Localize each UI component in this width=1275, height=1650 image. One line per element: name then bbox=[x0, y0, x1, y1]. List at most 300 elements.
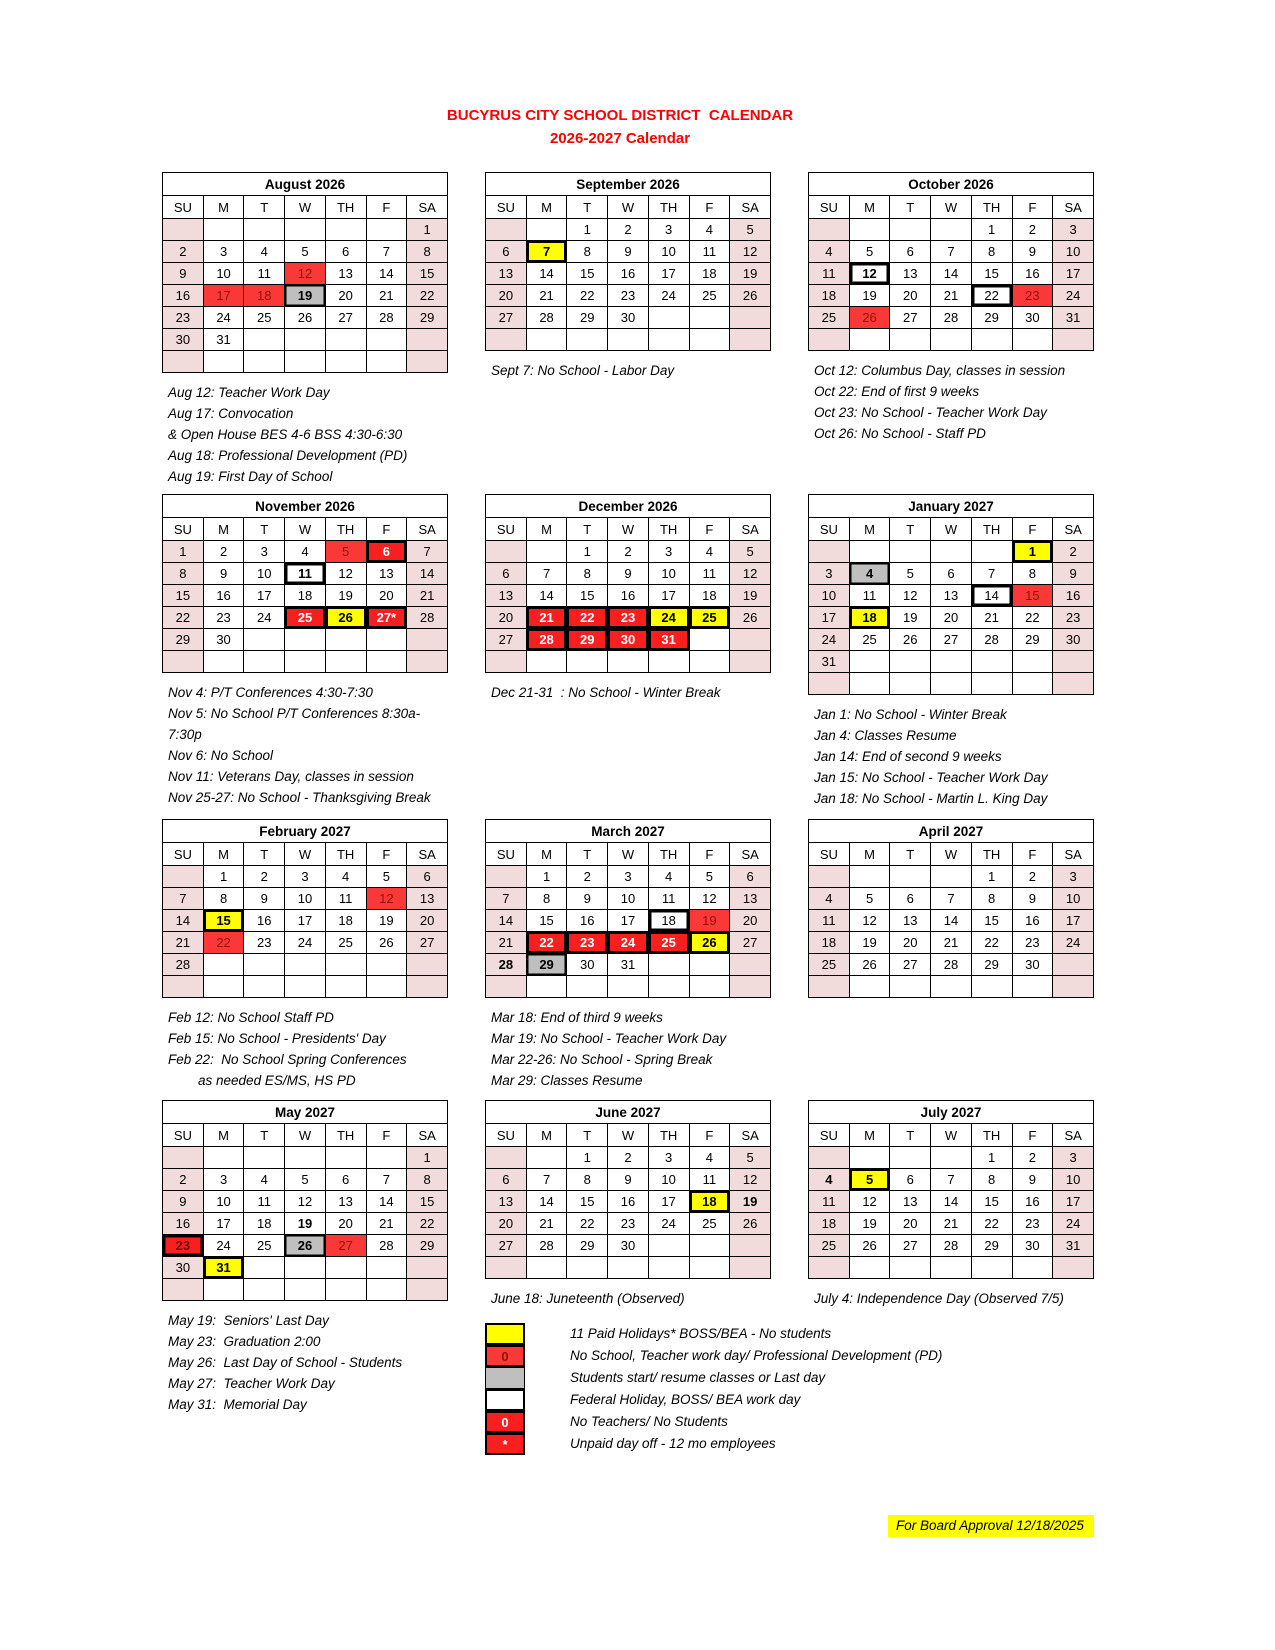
day-cell: 24 bbox=[285, 932, 326, 954]
empty-day-cell bbox=[931, 1147, 972, 1169]
week-row bbox=[163, 1169, 448, 1191]
day-cell: 22 bbox=[526, 932, 567, 954]
day-cell: 18 bbox=[809, 932, 850, 954]
week-row bbox=[809, 307, 1094, 329]
day-header-cell: F bbox=[1012, 518, 1053, 541]
day-cell: 18 bbox=[849, 607, 890, 629]
day-cell: 13 bbox=[407, 888, 448, 910]
empty-day-cell bbox=[890, 673, 931, 695]
day-cell: 3 bbox=[608, 866, 649, 888]
week-row bbox=[163, 219, 448, 241]
empty-day-cell bbox=[244, 976, 285, 998]
day-header-cell: TH bbox=[325, 196, 366, 219]
empty-day-cell bbox=[366, 351, 407, 373]
week-row bbox=[163, 866, 448, 888]
week-row bbox=[486, 263, 771, 285]
empty-day-cell bbox=[890, 329, 931, 351]
empty-day-cell bbox=[1012, 673, 1053, 695]
empty-day-cell bbox=[407, 1279, 448, 1301]
day-cell: 8 bbox=[971, 888, 1012, 910]
day-cell: 4 bbox=[285, 541, 326, 563]
day-cell: 12 bbox=[849, 263, 890, 285]
empty-day-cell bbox=[730, 651, 771, 673]
week-row bbox=[809, 932, 1094, 954]
week-row bbox=[486, 329, 771, 351]
week-row bbox=[163, 285, 448, 307]
empty-day-cell bbox=[890, 651, 931, 673]
day-cell: 1 bbox=[526, 866, 567, 888]
month-note: Feb 12: No School Staff PD bbox=[168, 1010, 334, 1025]
day-cell: 12 bbox=[366, 888, 407, 910]
legend-row bbox=[485, 1345, 943, 1367]
day-cell: 23 bbox=[567, 932, 608, 954]
day-cell: 2 bbox=[163, 1169, 204, 1191]
empty-day-cell bbox=[325, 351, 366, 373]
day-cell: 16 bbox=[608, 263, 649, 285]
day-header-row bbox=[486, 518, 771, 541]
day-cell: 15 bbox=[567, 1191, 608, 1213]
day-header-cell: M bbox=[526, 196, 567, 219]
day-cell: 20 bbox=[931, 607, 972, 629]
legend-row bbox=[485, 1323, 832, 1345]
empty-day-cell bbox=[325, 651, 366, 673]
week-row bbox=[486, 910, 771, 932]
day-cell: 25 bbox=[689, 607, 730, 629]
empty-day-cell bbox=[244, 351, 285, 373]
month-slot-october bbox=[808, 172, 1094, 444]
empty-day-cell bbox=[203, 1147, 244, 1169]
empty-day-cell bbox=[163, 866, 204, 888]
day-header-row bbox=[809, 196, 1094, 219]
empty-day-cell bbox=[366, 1279, 407, 1301]
empty-day-cell bbox=[730, 307, 771, 329]
day-cell: 6 bbox=[890, 241, 931, 263]
week-row bbox=[486, 307, 771, 329]
day-cell: 5 bbox=[730, 1147, 771, 1169]
day-cell: 1 bbox=[407, 1147, 448, 1169]
empty-day-cell bbox=[809, 329, 850, 351]
week-row bbox=[163, 607, 448, 629]
empty-day-cell bbox=[203, 976, 244, 998]
day-cell: 7 bbox=[526, 1169, 567, 1191]
day-cell: 16 bbox=[1012, 910, 1053, 932]
day-header-cell: W bbox=[608, 1124, 649, 1147]
empty-day-cell bbox=[931, 1257, 972, 1279]
month-note: Mar 19: No School - Teacher Work Day bbox=[491, 1031, 727, 1046]
day-cell: 6 bbox=[325, 1169, 366, 1191]
day-cell: 20 bbox=[890, 932, 931, 954]
day-cell: 30 bbox=[163, 1257, 204, 1279]
calendar-band-2 bbox=[162, 494, 1275, 819]
day-cell: 23 bbox=[203, 607, 244, 629]
day-cell: 7 bbox=[931, 241, 972, 263]
day-header-cell: SU bbox=[163, 196, 204, 219]
empty-day-cell bbox=[689, 329, 730, 351]
day-cell: 14 bbox=[526, 263, 567, 285]
day-cell: 3 bbox=[1053, 219, 1094, 241]
week-row bbox=[809, 1169, 1094, 1191]
empty-day-cell bbox=[648, 1257, 689, 1279]
day-header-cell: SU bbox=[163, 518, 204, 541]
month-title-row bbox=[163, 173, 448, 196]
empty-day-cell bbox=[244, 219, 285, 241]
empty-day-cell bbox=[648, 329, 689, 351]
day-cell: 13 bbox=[325, 263, 366, 285]
day-cell: 31 bbox=[1053, 1235, 1094, 1257]
empty-day-cell bbox=[325, 1279, 366, 1301]
month-notes-june-2027 bbox=[485, 1288, 771, 1309]
week-row bbox=[486, 866, 771, 888]
empty-day-cell bbox=[486, 866, 527, 888]
day-cell: 29 bbox=[407, 1235, 448, 1257]
day-header-cell: SU bbox=[486, 843, 527, 866]
day-cell: 12 bbox=[285, 1191, 326, 1213]
day-cell: 24 bbox=[244, 607, 285, 629]
empty-day-cell bbox=[890, 541, 931, 563]
legend-swatch-rw: * bbox=[485, 1433, 525, 1455]
month-slot-february bbox=[162, 819, 448, 1091]
day-cell: 5 bbox=[285, 241, 326, 263]
empty-day-cell bbox=[407, 954, 448, 976]
day-cell: 28 bbox=[526, 307, 567, 329]
empty-day-cell bbox=[809, 219, 850, 241]
day-cell: 23 bbox=[163, 1235, 204, 1257]
month-note: as needed ES/MS, HS PD bbox=[168, 1073, 356, 1088]
day-cell: 18 bbox=[809, 285, 850, 307]
empty-day-cell bbox=[689, 954, 730, 976]
day-header-cell: SA bbox=[1053, 1124, 1094, 1147]
day-cell: 10 bbox=[648, 563, 689, 585]
day-header-cell: SU bbox=[163, 843, 204, 866]
empty-day-cell bbox=[730, 954, 771, 976]
day-cell: 20 bbox=[486, 1213, 527, 1235]
day-cell: 3 bbox=[1053, 1147, 1094, 1169]
month-note: May 19: Seniors' Last Day bbox=[168, 1313, 329, 1328]
day-header-cell: M bbox=[849, 518, 890, 541]
day-cell: 15 bbox=[971, 910, 1012, 932]
day-cell: 14 bbox=[486, 910, 527, 932]
week-row bbox=[486, 241, 771, 263]
day-header-cell: M bbox=[203, 518, 244, 541]
empty-day-cell bbox=[1012, 1257, 1053, 1279]
empty-day-cell bbox=[608, 1257, 649, 1279]
month-notes-november-2026 bbox=[162, 682, 448, 808]
day-cell: 4 bbox=[809, 1169, 850, 1191]
day-cell: 7 bbox=[971, 563, 1012, 585]
empty-day-cell bbox=[244, 329, 285, 351]
empty-day-cell bbox=[809, 1257, 850, 1279]
day-cell: 25 bbox=[244, 307, 285, 329]
empty-day-cell bbox=[285, 1257, 326, 1279]
day-cell: 8 bbox=[567, 241, 608, 263]
month-note: Nov 5: No School P/T Conferences 8:30a-7:30p bbox=[168, 706, 421, 742]
empty-day-cell bbox=[526, 651, 567, 673]
day-cell: 15 bbox=[971, 1191, 1012, 1213]
day-cell: 7 bbox=[526, 563, 567, 585]
day-cell: 3 bbox=[1053, 866, 1094, 888]
month-note: Aug 12: Teacher Work Day bbox=[168, 385, 330, 400]
day-cell: 29 bbox=[971, 954, 1012, 976]
day-cell: 3 bbox=[285, 866, 326, 888]
week-row bbox=[163, 241, 448, 263]
day-cell: 21 bbox=[526, 285, 567, 307]
day-cell: 16 bbox=[203, 585, 244, 607]
day-cell: 5 bbox=[325, 541, 366, 563]
day-cell: 26 bbox=[285, 1235, 326, 1257]
day-cell: 9 bbox=[203, 563, 244, 585]
legend-label: 11 Paid Holidays* BOSS/BEA - No students bbox=[570, 1326, 832, 1341]
day-header-row bbox=[809, 1124, 1094, 1147]
month-note: Jan 15: No School - Teacher Work Day bbox=[814, 770, 1048, 785]
day-cell: 3 bbox=[648, 219, 689, 241]
empty-day-cell bbox=[1053, 954, 1094, 976]
day-cell: 21 bbox=[366, 1213, 407, 1235]
day-cell: 7 bbox=[526, 241, 567, 263]
month-notes-march-2027 bbox=[485, 1007, 771, 1091]
week-row bbox=[163, 351, 448, 373]
day-cell: 6 bbox=[486, 241, 527, 263]
month-table-may-2027 bbox=[162, 1100, 448, 1301]
day-cell: 20 bbox=[890, 1213, 931, 1235]
month-note: & Open House BES 4-6 BSS 4:30-6:30 bbox=[168, 427, 403, 442]
day-cell: 24 bbox=[809, 629, 850, 651]
day-cell: 10 bbox=[203, 263, 244, 285]
day-cell: 11 bbox=[809, 910, 850, 932]
day-cell: 1 bbox=[567, 219, 608, 241]
month-title: June 2027 bbox=[486, 1101, 771, 1124]
day-cell: 14 bbox=[931, 263, 972, 285]
day-cell: 20 bbox=[366, 585, 407, 607]
month-note: Oct 26: No School - Staff PD bbox=[814, 426, 986, 441]
day-cell: 29 bbox=[567, 629, 608, 651]
week-row bbox=[809, 866, 1094, 888]
day-cell: 31 bbox=[203, 329, 244, 351]
day-cell: 9 bbox=[1012, 888, 1053, 910]
day-cell: 6 bbox=[486, 563, 527, 585]
month-note: May 23: Graduation 2:00 bbox=[168, 1334, 321, 1349]
day-cell: 4 bbox=[244, 1169, 285, 1191]
day-cell: 3 bbox=[648, 1147, 689, 1169]
day-header-cell: SU bbox=[809, 1124, 850, 1147]
day-cell: 1 bbox=[971, 866, 1012, 888]
empty-day-cell bbox=[526, 219, 567, 241]
day-cell: 15 bbox=[567, 263, 608, 285]
empty-day-cell bbox=[486, 1257, 527, 1279]
day-cell: 27 bbox=[890, 954, 931, 976]
day-cell: 19 bbox=[890, 607, 931, 629]
empty-day-cell bbox=[971, 651, 1012, 673]
day-cell: 22 bbox=[971, 932, 1012, 954]
month-note: Jan 18: No School - Martin L. King Day bbox=[814, 791, 1048, 806]
day-cell: 9 bbox=[163, 263, 204, 285]
day-cell: 27 bbox=[325, 307, 366, 329]
day-cell: 8 bbox=[526, 888, 567, 910]
empty-day-cell bbox=[971, 673, 1012, 695]
day-cell: 10 bbox=[809, 585, 850, 607]
day-cell: 19 bbox=[325, 585, 366, 607]
day-cell: 9 bbox=[567, 888, 608, 910]
day-cell: 27 bbox=[730, 932, 771, 954]
day-cell: 11 bbox=[285, 563, 326, 585]
day-cell: 18 bbox=[689, 585, 730, 607]
day-cell: 8 bbox=[163, 563, 204, 585]
day-cell: 3 bbox=[203, 241, 244, 263]
day-cell: 18 bbox=[325, 910, 366, 932]
day-cell: 8 bbox=[203, 888, 244, 910]
day-cell: 30 bbox=[1053, 629, 1094, 651]
day-cell: 27 bbox=[890, 307, 931, 329]
day-header-cell: TH bbox=[648, 518, 689, 541]
legend-swatch-gy bbox=[485, 1367, 525, 1389]
day-cell: 10 bbox=[1053, 241, 1094, 263]
day-header-row bbox=[809, 843, 1094, 866]
month-title: May 2027 bbox=[163, 1101, 448, 1124]
day-cell: 6 bbox=[407, 866, 448, 888]
legend bbox=[485, 1323, 943, 1455]
week-row bbox=[486, 285, 771, 307]
legend-label: Unpaid day off - 12 mo employees bbox=[570, 1436, 776, 1451]
day-header-cell: F bbox=[1012, 1124, 1053, 1147]
day-cell: 10 bbox=[203, 1191, 244, 1213]
day-cell: 12 bbox=[285, 263, 326, 285]
day-cell: 13 bbox=[325, 1191, 366, 1213]
day-cell: 3 bbox=[809, 563, 850, 585]
empty-day-cell bbox=[163, 351, 204, 373]
empty-day-cell bbox=[203, 651, 244, 673]
day-cell: 15 bbox=[203, 910, 244, 932]
day-cell: 17 bbox=[1053, 263, 1094, 285]
day-header-cell: TH bbox=[648, 843, 689, 866]
empty-day-cell bbox=[366, 629, 407, 651]
week-row bbox=[163, 629, 448, 651]
empty-day-cell bbox=[285, 976, 326, 998]
day-cell: 29 bbox=[567, 307, 608, 329]
day-header-cell: F bbox=[689, 196, 730, 219]
day-cell: 15 bbox=[526, 910, 567, 932]
day-header-cell: F bbox=[366, 843, 407, 866]
day-cell: 14 bbox=[971, 585, 1012, 607]
day-cell: 11 bbox=[689, 563, 730, 585]
month-slot-april bbox=[808, 819, 1094, 998]
day-cell: 9 bbox=[1012, 1169, 1053, 1191]
day-cell: 19 bbox=[730, 1191, 771, 1213]
week-row bbox=[809, 285, 1094, 307]
day-cell: 17 bbox=[203, 285, 244, 307]
day-header-cell: W bbox=[285, 196, 326, 219]
day-cell: 3 bbox=[648, 541, 689, 563]
week-row bbox=[486, 1147, 771, 1169]
day-cell: 1 bbox=[567, 1147, 608, 1169]
day-cell: 17 bbox=[1053, 910, 1094, 932]
month-note: June 18: Juneteenth (Observed) bbox=[491, 1291, 685, 1306]
day-cell: 22 bbox=[1012, 607, 1053, 629]
day-cell: 5 bbox=[366, 866, 407, 888]
day-cell: 29 bbox=[163, 629, 204, 651]
day-cell: 28 bbox=[971, 629, 1012, 651]
day-cell: 14 bbox=[163, 910, 204, 932]
day-cell: 28 bbox=[366, 307, 407, 329]
day-header-cell: SA bbox=[407, 1124, 448, 1147]
approval-wrap bbox=[888, 1515, 1094, 1537]
day-cell: 28 bbox=[931, 307, 972, 329]
empty-day-cell bbox=[366, 651, 407, 673]
day-cell: 21 bbox=[366, 285, 407, 307]
day-cell: 20 bbox=[325, 1213, 366, 1235]
empty-day-cell bbox=[163, 976, 204, 998]
day-cell: 5 bbox=[285, 1169, 326, 1191]
month-title: September 2026 bbox=[486, 173, 771, 196]
day-cell: 12 bbox=[730, 241, 771, 263]
day-cell: 18 bbox=[648, 910, 689, 932]
week-row bbox=[486, 1169, 771, 1191]
day-header-cell: M bbox=[526, 518, 567, 541]
day-cell: 26 bbox=[285, 307, 326, 329]
day-cell: 12 bbox=[890, 585, 931, 607]
empty-day-cell bbox=[285, 219, 326, 241]
month-slot-march bbox=[485, 819, 771, 1091]
empty-day-cell bbox=[809, 1147, 850, 1169]
legend-row bbox=[485, 1367, 826, 1389]
month-slot-january bbox=[808, 494, 1094, 809]
empty-day-cell bbox=[567, 1257, 608, 1279]
day-header-row bbox=[163, 196, 448, 219]
day-cell: 16 bbox=[1012, 1191, 1053, 1213]
board-approval-note: For Board Approval 12/18/2025 bbox=[888, 1515, 1094, 1537]
day-cell: 25 bbox=[849, 629, 890, 651]
day-cell: 17 bbox=[285, 910, 326, 932]
day-header-row bbox=[809, 518, 1094, 541]
day-cell: 29 bbox=[407, 307, 448, 329]
day-cell: 29 bbox=[526, 954, 567, 976]
calendar-band-3 bbox=[162, 819, 1275, 1100]
day-cell: 26 bbox=[849, 307, 890, 329]
month-note: Aug 17: Convocation bbox=[168, 406, 294, 421]
day-header-cell: SA bbox=[730, 843, 771, 866]
day-header-cell: TH bbox=[648, 196, 689, 219]
week-row bbox=[809, 607, 1094, 629]
day-cell: 19 bbox=[285, 1213, 326, 1235]
empty-day-cell bbox=[849, 976, 890, 998]
month-table-april-2027 bbox=[808, 819, 1094, 998]
month-note: Feb 22: No School Spring Conferences bbox=[168, 1052, 407, 1067]
empty-day-cell bbox=[931, 329, 972, 351]
month-note: Nov 4: P/T Conferences 4:30-7:30 bbox=[168, 685, 373, 700]
empty-day-cell bbox=[526, 1147, 567, 1169]
day-header-cell: SA bbox=[407, 518, 448, 541]
day-cell: 10 bbox=[648, 241, 689, 263]
day-header-cell: T bbox=[890, 196, 931, 219]
empty-day-cell bbox=[608, 651, 649, 673]
day-header-cell: T bbox=[890, 1124, 931, 1147]
day-cell: 13 bbox=[890, 1191, 931, 1213]
day-cell: 7 bbox=[163, 888, 204, 910]
month-table-february-2027 bbox=[162, 819, 448, 998]
empty-day-cell bbox=[648, 954, 689, 976]
day-cell: 11 bbox=[689, 1169, 730, 1191]
day-cell: 8 bbox=[971, 1169, 1012, 1191]
day-header-cell: W bbox=[608, 196, 649, 219]
empty-day-cell bbox=[526, 329, 567, 351]
month-note: Nov 25-27: No School - Thanksgiving Break bbox=[168, 790, 431, 805]
day-cell: 16 bbox=[1053, 585, 1094, 607]
day-header-cell: F bbox=[366, 518, 407, 541]
day-cell: 17 bbox=[648, 585, 689, 607]
day-cell: 23 bbox=[1053, 607, 1094, 629]
month-table-march-2027 bbox=[485, 819, 771, 998]
day-cell: 15 bbox=[971, 263, 1012, 285]
month-title-row bbox=[809, 820, 1094, 843]
empty-day-cell bbox=[407, 651, 448, 673]
